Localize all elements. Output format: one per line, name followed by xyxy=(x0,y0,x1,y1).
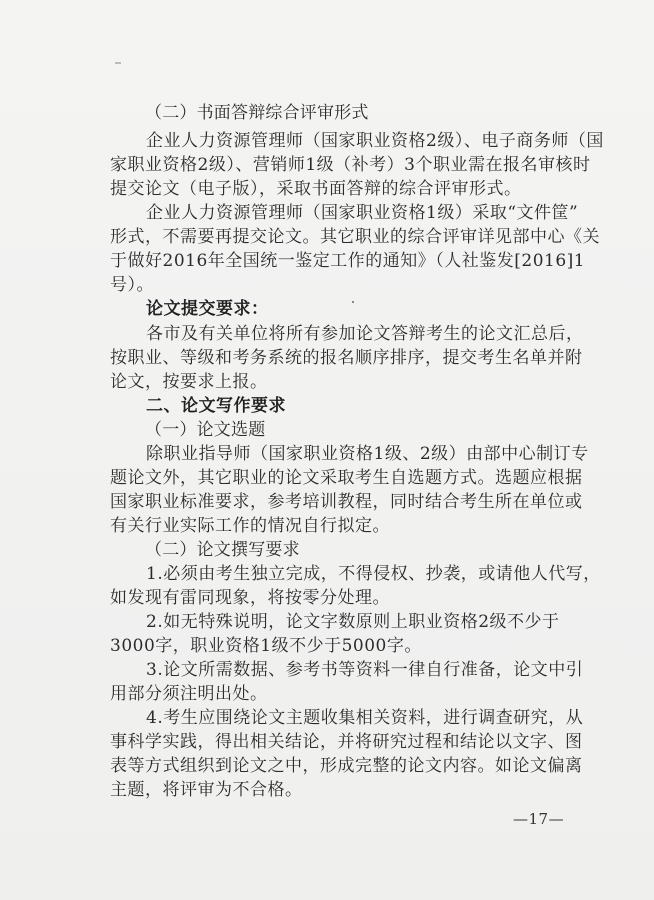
paragraph-line: 企业人力资源管理师（国家职业资格2级）、电子商务师（国 xyxy=(146,131,604,151)
scan-dot xyxy=(352,301,354,303)
paragraph-line: 形式，不需要再提交论文。其它职业的综合评审详见部中心《关 xyxy=(110,227,600,247)
list-item-line: 如发现有雷同现象，将按零分处理。 xyxy=(110,588,390,608)
paragraph-line: 有关行业实际工作的情况自行拟定。 xyxy=(110,516,390,536)
section-heading-written-defense: （二）书面答辩综合评审形式 xyxy=(145,103,369,123)
paragraph-line: 于做好2016年全国统一鉴定工作的通知》（人社鉴发[2016]1 xyxy=(110,251,586,271)
paragraph-line: 国家职业标准要求，参考培训教程，同时结合考生所在单位或 xyxy=(110,492,583,512)
list-item-line: 1.必须由考生独立完成，不得侵权、抄袭，或请他人代写， xyxy=(146,564,601,584)
list-item-line: 表等方式组织到论文之中，形成完整的论文内容。如论文偏离 xyxy=(110,756,583,776)
paragraph-line: 各市及有关单位将所有参加论文答辩考生的论文汇总后， xyxy=(146,324,584,344)
paragraph-line: 提交论文（电子版），采取书面答辩的综合评审形式。 xyxy=(110,179,522,199)
section-heading-writing-requirements: 二、论文写作要求 xyxy=(146,396,286,416)
submission-heading: 论文提交要求： xyxy=(146,299,269,319)
list-item-line: 用部分须注明出处。 xyxy=(110,684,268,704)
scan-mark xyxy=(115,62,121,64)
list-item-line: 3000字，职业资格1级不少于5000字。 xyxy=(110,636,422,656)
paragraph-line: 除职业指导师（国家职业资格1级、2级）由部中心制订专 xyxy=(146,444,589,464)
paragraph-line: 号）。 xyxy=(110,275,154,295)
paragraph-line: 家职业资格2级）、营销师1级（补考）3个职业需在报名审核时 xyxy=(110,155,591,175)
list-item-line: 事科学实践，得出相关结论，并将研究过程和结论以文字、图 xyxy=(110,732,583,752)
paragraph-line: 论文，按要求上报。 xyxy=(110,372,268,392)
paragraph-line: 题论文外，其它职业的论文采取考生自选题方式。选题应根据 xyxy=(110,468,583,488)
list-item-line: 3.论文所需数据、参考书等资料一律自行准备，论文中引 xyxy=(146,660,584,680)
paragraph-line: 企业人力资源管理师（国家职业资格1级）采取“文件筐” xyxy=(146,203,579,223)
page-number: —17— xyxy=(513,810,565,828)
list-item-line: 2.如无特殊说明，论文字数原则上职业资格2级不少于 xyxy=(146,612,560,632)
subheading-topic: （一）论文选题 xyxy=(145,420,266,440)
subheading-writing: （二）论文撰写要求 xyxy=(145,540,300,560)
paragraph-line: 按职业、等级和考务系统的报名顺序排序，提交考生名单并附 xyxy=(110,348,583,368)
list-item-line: 主题，将评审为不合格。 xyxy=(110,780,303,800)
list-item-line: 4.考生应围绕论文主题收集相关资料，进行调查研究，从 xyxy=(146,708,584,728)
